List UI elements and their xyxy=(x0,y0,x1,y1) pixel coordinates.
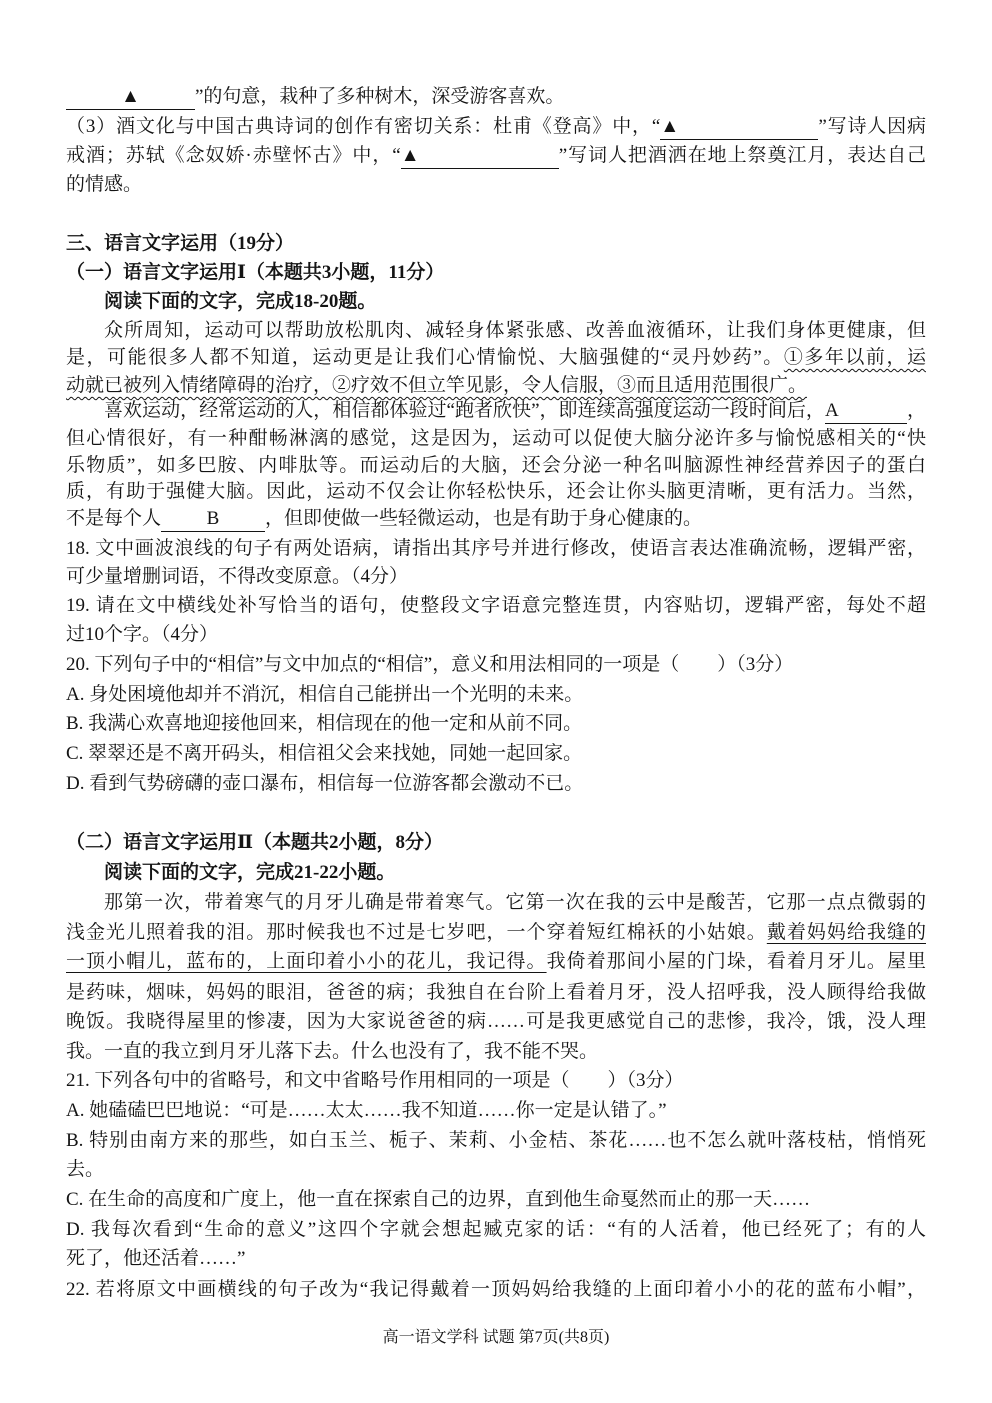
passage1-text: ，但即使做一些轻微运动，也是有助于身心健康的。 xyxy=(265,508,703,529)
question-22: 22. 若将原文中画横线的句子改为“我记得戴着一顶妈妈给我缝的上面印着小小的花的蓝布小帽”， xyxy=(66,1279,926,1300)
question-21-option-b: B. 特别由南方来的那些，如白玉兰、栀子、茉莉、小金桔、茶花……也不怎么就叶落枝枯，悄悄死 xyxy=(66,1130,926,1151)
answer-blank: ▲ xyxy=(401,144,559,169)
q17-text: ”的句意，栽种了多种树木，深受游客喜欢。 xyxy=(195,86,565,107)
answer-blank-b: B xyxy=(161,507,265,532)
underlined-sentence: 戴着妈妈给我缝的 xyxy=(766,922,926,943)
part2-title: （二）语言文字运用Ⅱ（本题共2小题，8分） xyxy=(66,832,444,853)
part1-title: （一）语言文字运用Ⅰ（本题共3小题，11分） xyxy=(66,262,445,283)
question-20-stem: 20. 下列句子中的“相信”与文中加点的“相信”，意义和用法相同的一项是（ ）（3分） xyxy=(66,654,794,675)
part2-instruction: 阅读下面的文字，完成21-22小题。 xyxy=(104,862,396,883)
question-20-option-b: B. 我满心欢喜地迎接他回来，相信现在的他一定和从前不同。 xyxy=(66,713,583,734)
answer-blank: ▲ xyxy=(66,85,195,110)
question-21-option-c: C. 在生命的高度和广度上，他一直在探索自己的边界，直到他生命戛然而止的那一天…… xyxy=(66,1189,811,1210)
q17-item3-text: （3）酒文化与中国古典诗词的创作有密切关系：杜甫《登高》中，“ xyxy=(66,116,661,137)
q17-item3-text: ”写诗人因病 xyxy=(818,116,926,137)
question-20-option-d: D. 看到气势磅礴的壶口瀑布，相信每一位游客都会激动不已。 xyxy=(66,773,584,794)
question-21-stem: 21. 下列各句中的省略号，和文中省略号作用相同的一项是（ ）（3分） xyxy=(66,1070,684,1091)
section-title: 三、语言文字运用（19分） xyxy=(66,233,295,254)
passage2-line: 是药味，烟味，妈妈的眼泪，爸爸的病；我独自在台阶上看着月牙，没人招呼我，没人顾得给我做 xyxy=(66,982,926,1003)
question-19: 19. 请在文中横线处补写恰当的语句，使整段文字语意完整连贯，内容贴切，逻辑严密，每处不超 xyxy=(66,595,926,616)
passage2-line xyxy=(66,918,926,948)
question-21-option-b: 去。 xyxy=(66,1159,105,1180)
answer-blank-a: A xyxy=(825,399,907,424)
passage2-text: 浅金光儿照着我的泪。那时候我也不过是七岁吧，一个穿着短红棉袄的小姑娘。 xyxy=(66,922,767,943)
passage1-line: 质，有助于强健大脑。因此，运动不仅会让你轻松快乐，还会让你头脑更清晰，更有活力。当然， xyxy=(66,481,926,502)
passage1-line xyxy=(104,396,926,426)
passage1-line: 众所周知，运动可以帮助放松肌肉、减轻身体紧张感、改善血液循环，让我们身体更健康，但 xyxy=(104,320,926,341)
passage2-text: 我倚着那间小屋的门垛，看着月牙儿。屋里 xyxy=(546,951,926,972)
q17-item3-line-2 xyxy=(66,141,926,171)
passage1-line xyxy=(66,504,926,534)
passage2-line: 我。一直的我立到月牙儿落下去。什么也没有了，我不能不哭。 xyxy=(66,1041,599,1062)
underlined-sentence: 一顶小帽儿，蓝布的，上面印着小小的花儿，我记得。 xyxy=(66,951,547,972)
passage1-line: 但心情很好，有一种酣畅淋漓的感觉，这是因为，运动可以促使大脑分泌许多与愉悦感相关的“快 xyxy=(66,428,926,449)
q17-item3-line-3: 的情感。 xyxy=(66,174,143,195)
page-footer: 高一语文学科 试题 第7页(共8页) xyxy=(382,1329,610,1346)
passage2-line: 晚饭。我晓得屋里的惨凄，因为大家说爸爸的病……可是我更感觉自己的悲惨，我冷，饿，没人理 xyxy=(66,1011,926,1032)
question-20-option-a: A. 身处困境他却并不消沉，相信自己能拼出一个光明的未来。 xyxy=(66,684,584,705)
question-18: 可少量增删词语，不得改变原意。（4分） xyxy=(66,566,409,587)
q17-item3-line-1 xyxy=(66,112,926,142)
question-20-option-c: C. 翠翠还是不离开码头，相信祖父会来找她，同她一起回家。 xyxy=(66,743,583,764)
answer-blank: ▲ xyxy=(660,115,818,140)
q17-item3-text: 戒酒；苏轼《念奴娇·赤壁怀古》中，“ xyxy=(66,145,401,166)
passage2-line: 那第一次，带着寒气的月牙儿确是带着寒气。它第一次在我的云中是酸苦，它那一点点微弱的 xyxy=(104,892,926,913)
question-19: 过10个字。（4分） xyxy=(66,624,219,645)
q17-item3-text: ”写词人把酒洒在地上祭奠江月，表达自己 xyxy=(558,145,926,166)
passage1-text: 不是每个人 xyxy=(66,508,162,529)
passage1-text: ， xyxy=(906,400,926,421)
passage1-line xyxy=(66,343,926,373)
question-21-option-d: 死了，他还活着……” xyxy=(66,1248,246,1269)
part1-instruction: 阅读下面的文字，完成18-20题。 xyxy=(104,291,377,312)
question-21-option-a: A. 她磕磕巴巴地说：“可是……太太……我不知道……你一定是认错了。” xyxy=(66,1100,667,1121)
question-18: 18. 文中画波浪线的句子有两处语病，请指出其序号并进行修改，使语言表达准确流畅，逻辑严密， xyxy=(66,538,926,559)
passage1-text: 喜欢运动，经常运动的人，相信都体验过“跑者欣快”，即连续高强度运动一段时间后， xyxy=(104,400,825,421)
passage2-line xyxy=(66,947,926,977)
question-21-option-d: D. 我每次看到“生命的意义”这四个字就会想起臧克家的话：“有的人活着，他已经死了；有的人 xyxy=(66,1219,926,1240)
passage1-line: 乐物质”，如多巴胺、内啡肽等。而运动后的大脑，还会分泌一种名叫脑源性神经营养因子的蛋白 xyxy=(66,455,926,476)
wavy-underlined-sentence: ①多年以前，运 xyxy=(783,347,926,368)
passage1-text: 是，可能很多人都不知道，运动更是让我们心情愉悦、大脑强健的“灵丹妙药”。 xyxy=(66,347,784,368)
q17-line-1 xyxy=(66,82,926,112)
wavy-underlined-sentence: 动就已被列入情绪障碍的治疗，②疗效不但立竿见影，令人信服，③而且适用范围很广。 xyxy=(66,375,808,396)
